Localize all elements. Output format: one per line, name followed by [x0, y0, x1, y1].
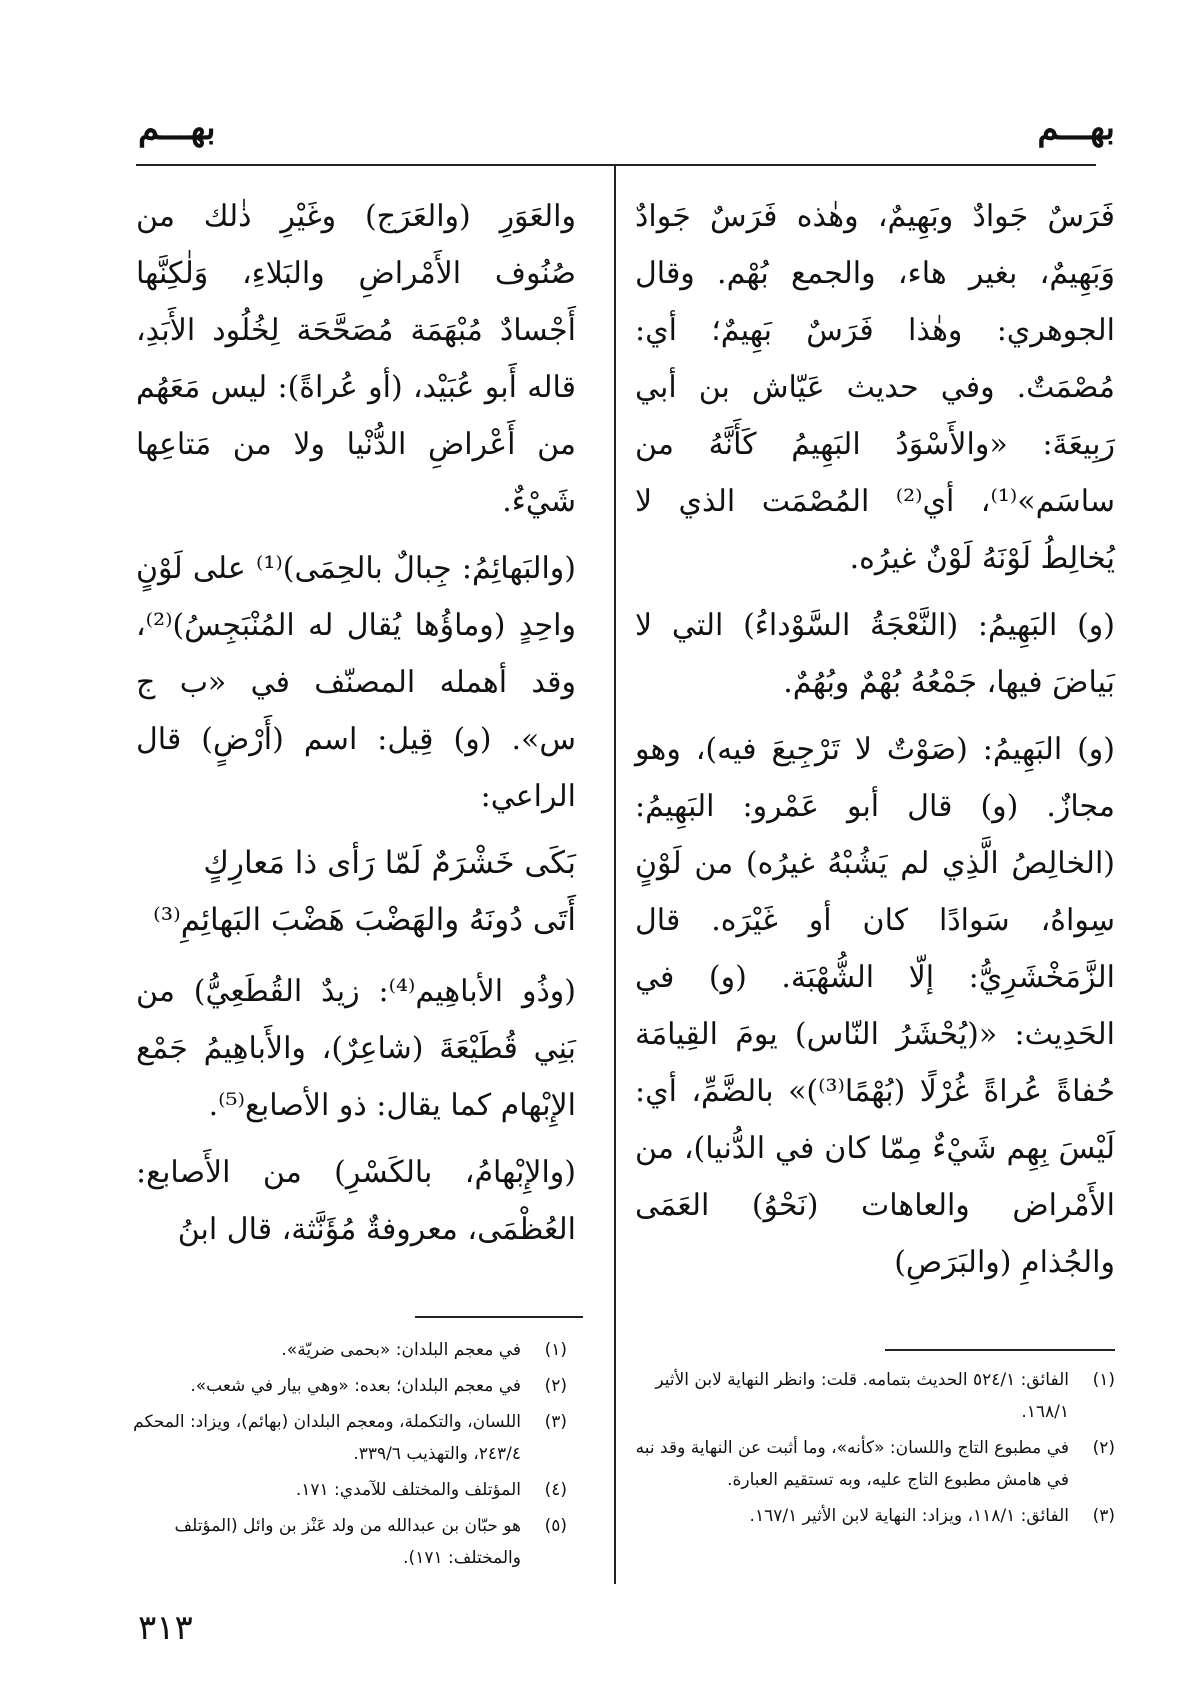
footnote-text: الفائق: ٥٢٤/١ الحديث بتمامه. قلت: وانظر النهاية لابن الأثير ١٦٨/١.	[655, 1370, 1069, 1422]
footnote-number: (٥)	[544, 1516, 567, 1536]
running-head-left: بهـــم	[138, 108, 216, 148]
footnote-text: في معجم البلدان؛ بعده: «وهي بيار في شعب».	[190, 1376, 521, 1396]
footnote	[127, 1510, 567, 1574]
verse-hemistich-1: بَكَى خَشْرَمٌ لَمّا رَأى ذا مَعارِكٍ	[203, 845, 576, 881]
right-column	[635, 188, 1115, 1301]
page-number: ٣١٣	[138, 1608, 193, 1648]
poetry-verse	[136, 835, 576, 949]
footnote	[127, 1370, 567, 1402]
right-paragraph: (و) البَهِيمُ: (النَّعْجَةُ السَّوْداءُ) التي لا بَياضَ فيها، جَمْعُهُ بُهْمٌ وبُهُمٌ.	[635, 608, 1115, 700]
right-paragraph: (و) البَهِيمُ: (صَوْتٌ لا تَرْجِيعَ فيه)، وهو مجازٌ. (و) قال أبو عَمْرو: البَهِيمُ: (الخالِصُ الَّذِي لم يَشُبْهُ غيرُه) من لَوْنٍ سِواهُ، سَوادًا كان أو غَيْرَه. قال الزَّمَخْشَرِيُّ: إلّا الشُّهْبَة. (و) في الحَدِيث: «(يُحْشَرُ النّاس) يومَ القِيامَة حُفاةً عُراةً غُرْلًا (بُهْمًا⁽³⁾)» بالضَّمِّ، أي: لَيْسَ بِهِم شَيْءٌ مِمّا كان في الدُّنيا)، من الأَمْراض والعاهات (نَحْوُ) العَمَى والجُذامِ (والبَرَصِ)	[635, 732, 1116, 1280]
footnote-number: (١)	[544, 1340, 567, 1360]
column-divider	[614, 166, 616, 1584]
left-paragraph: (وذُو الأباهِيم⁽⁴⁾: زيدٌ القُطَعِيُّ) من بَنِي قُطَيْعَةَ (شاعِرٌ)، والأَباهِيمُ جَمْع الإِبْهام كما يقال: ذو الأصابع⁽⁵⁾.	[136, 974, 576, 1123]
left-paragraph: والعَوَرِ (والعَرَج) وغَيْرِ ذٰلك من صُنُوف الأَمْراضِ والبَلاءِ، وَلٰكِنَّها أَجْسادٌ مُبْهَمَة مُصَحَّحَة لِخُلُود الأَبَدِ، قاله أَبو عُبَيْد، (أو عُراةً): ليس مَعَهُم من أَعْراضِ الدُّنْيا ولا من مَتاعِها شَيْءٌ.	[136, 199, 576, 519]
footnote	[127, 1474, 567, 1506]
footnote-text: الفائق: ١١٨/١، ويزاد: النهاية لابن الأثير ١٦٧/١.	[749, 1506, 1069, 1526]
header-rule	[136, 164, 1096, 166]
footnotes-left	[127, 1334, 567, 1578]
footnote-number: (٣)	[544, 1412, 567, 1432]
footnote-number: (١)	[1092, 1370, 1115, 1390]
footnote-rule-right	[885, 1349, 1115, 1351]
left-paragraph: (والإِبْهامُ، بالكَسْرِ) من الأَصابع: العُظْمَى، معروفةٌ مُؤَنَّثة، قال ابنُ	[136, 1155, 576, 1247]
footnote-text: هو حبّان بن عبدالله من ولد عَنْز بن وائل (المؤتلف والمختلف: ١٧١).	[174, 1516, 521, 1568]
footnote-text: المؤتلف والمختلف للآمدي: ١٧١.	[295, 1480, 521, 1500]
footnote-number: (٤)	[544, 1480, 567, 1500]
verse-hemistich-2: أَتَى دُونَهُ والهَضْبَ هَضْبَ البَهائِمِ⁽³⁾	[153, 902, 576, 938]
footnote-text: في مطبوع التاج واللسان: «كأنه»، وما أثبت عن النهاية وقد نبه في هامش مطبوع التاج عليه، وبه تستقيم العبارة.	[635, 1438, 1069, 1490]
running-head-right: بهـــم	[1037, 108, 1115, 148]
footnote	[635, 1500, 1115, 1532]
footnote	[635, 1432, 1115, 1496]
footnotes-right	[635, 1364, 1115, 1536]
footnote-number: (٢)	[544, 1376, 567, 1396]
left-paragraph: (والبَهائِمُ: جِبالٌ بالحِمَى)⁽¹⁾ على لَوْنٍ واحِدٍ (وماؤُها يُقال له المُنْبَجِسُ)⁽²⁾، وقد أهمله المصنّف في «ب ج س». (و) قِيل: اسم (أَرْضٍ) قال الراعي:	[136, 551, 576, 814]
footnote	[127, 1334, 567, 1366]
footnote-number: (٣)	[1092, 1506, 1115, 1526]
footnote	[127, 1406, 567, 1470]
footnote	[635, 1364, 1115, 1428]
footnote-text: اللسان، والتكملة، ومعجم البلدان (بهائم)، ويزاد: المحكم ٢٤٣/٤، والتهذيب ٣٣٩/٦.	[133, 1412, 521, 1464]
footnote-rule-left	[415, 1316, 583, 1318]
right-paragraph: فَرَسٌ جَوادٌ وبَهِيمٌ، وهٰذه فَرَسٌ جَوادٌ وَبَهِيمٌ، بغير هاء، والجمع بُهْم. وقال الجوهري: وهٰذا فَرَسٌ بَهِيمٌ؛ أي: مُصْمَتٌ. وفي حديث عَيّاش بن أبي رَبِيعَةَ: «والأَسْوَدُ البَهِيمُ كَأَنَّهُ من ساسَم»⁽¹⁾، أي⁽²⁾ المُصْمَت الذي لا يُخالِطُ لَوْنَهُ لَوْنٌ غيرُه.	[635, 199, 1115, 576]
footnote-number: (٢)	[1092, 1438, 1115, 1458]
left-column	[136, 188, 576, 1268]
footnote-text: في معجم البلدان: «بحمى ضريّة».	[281, 1340, 521, 1360]
